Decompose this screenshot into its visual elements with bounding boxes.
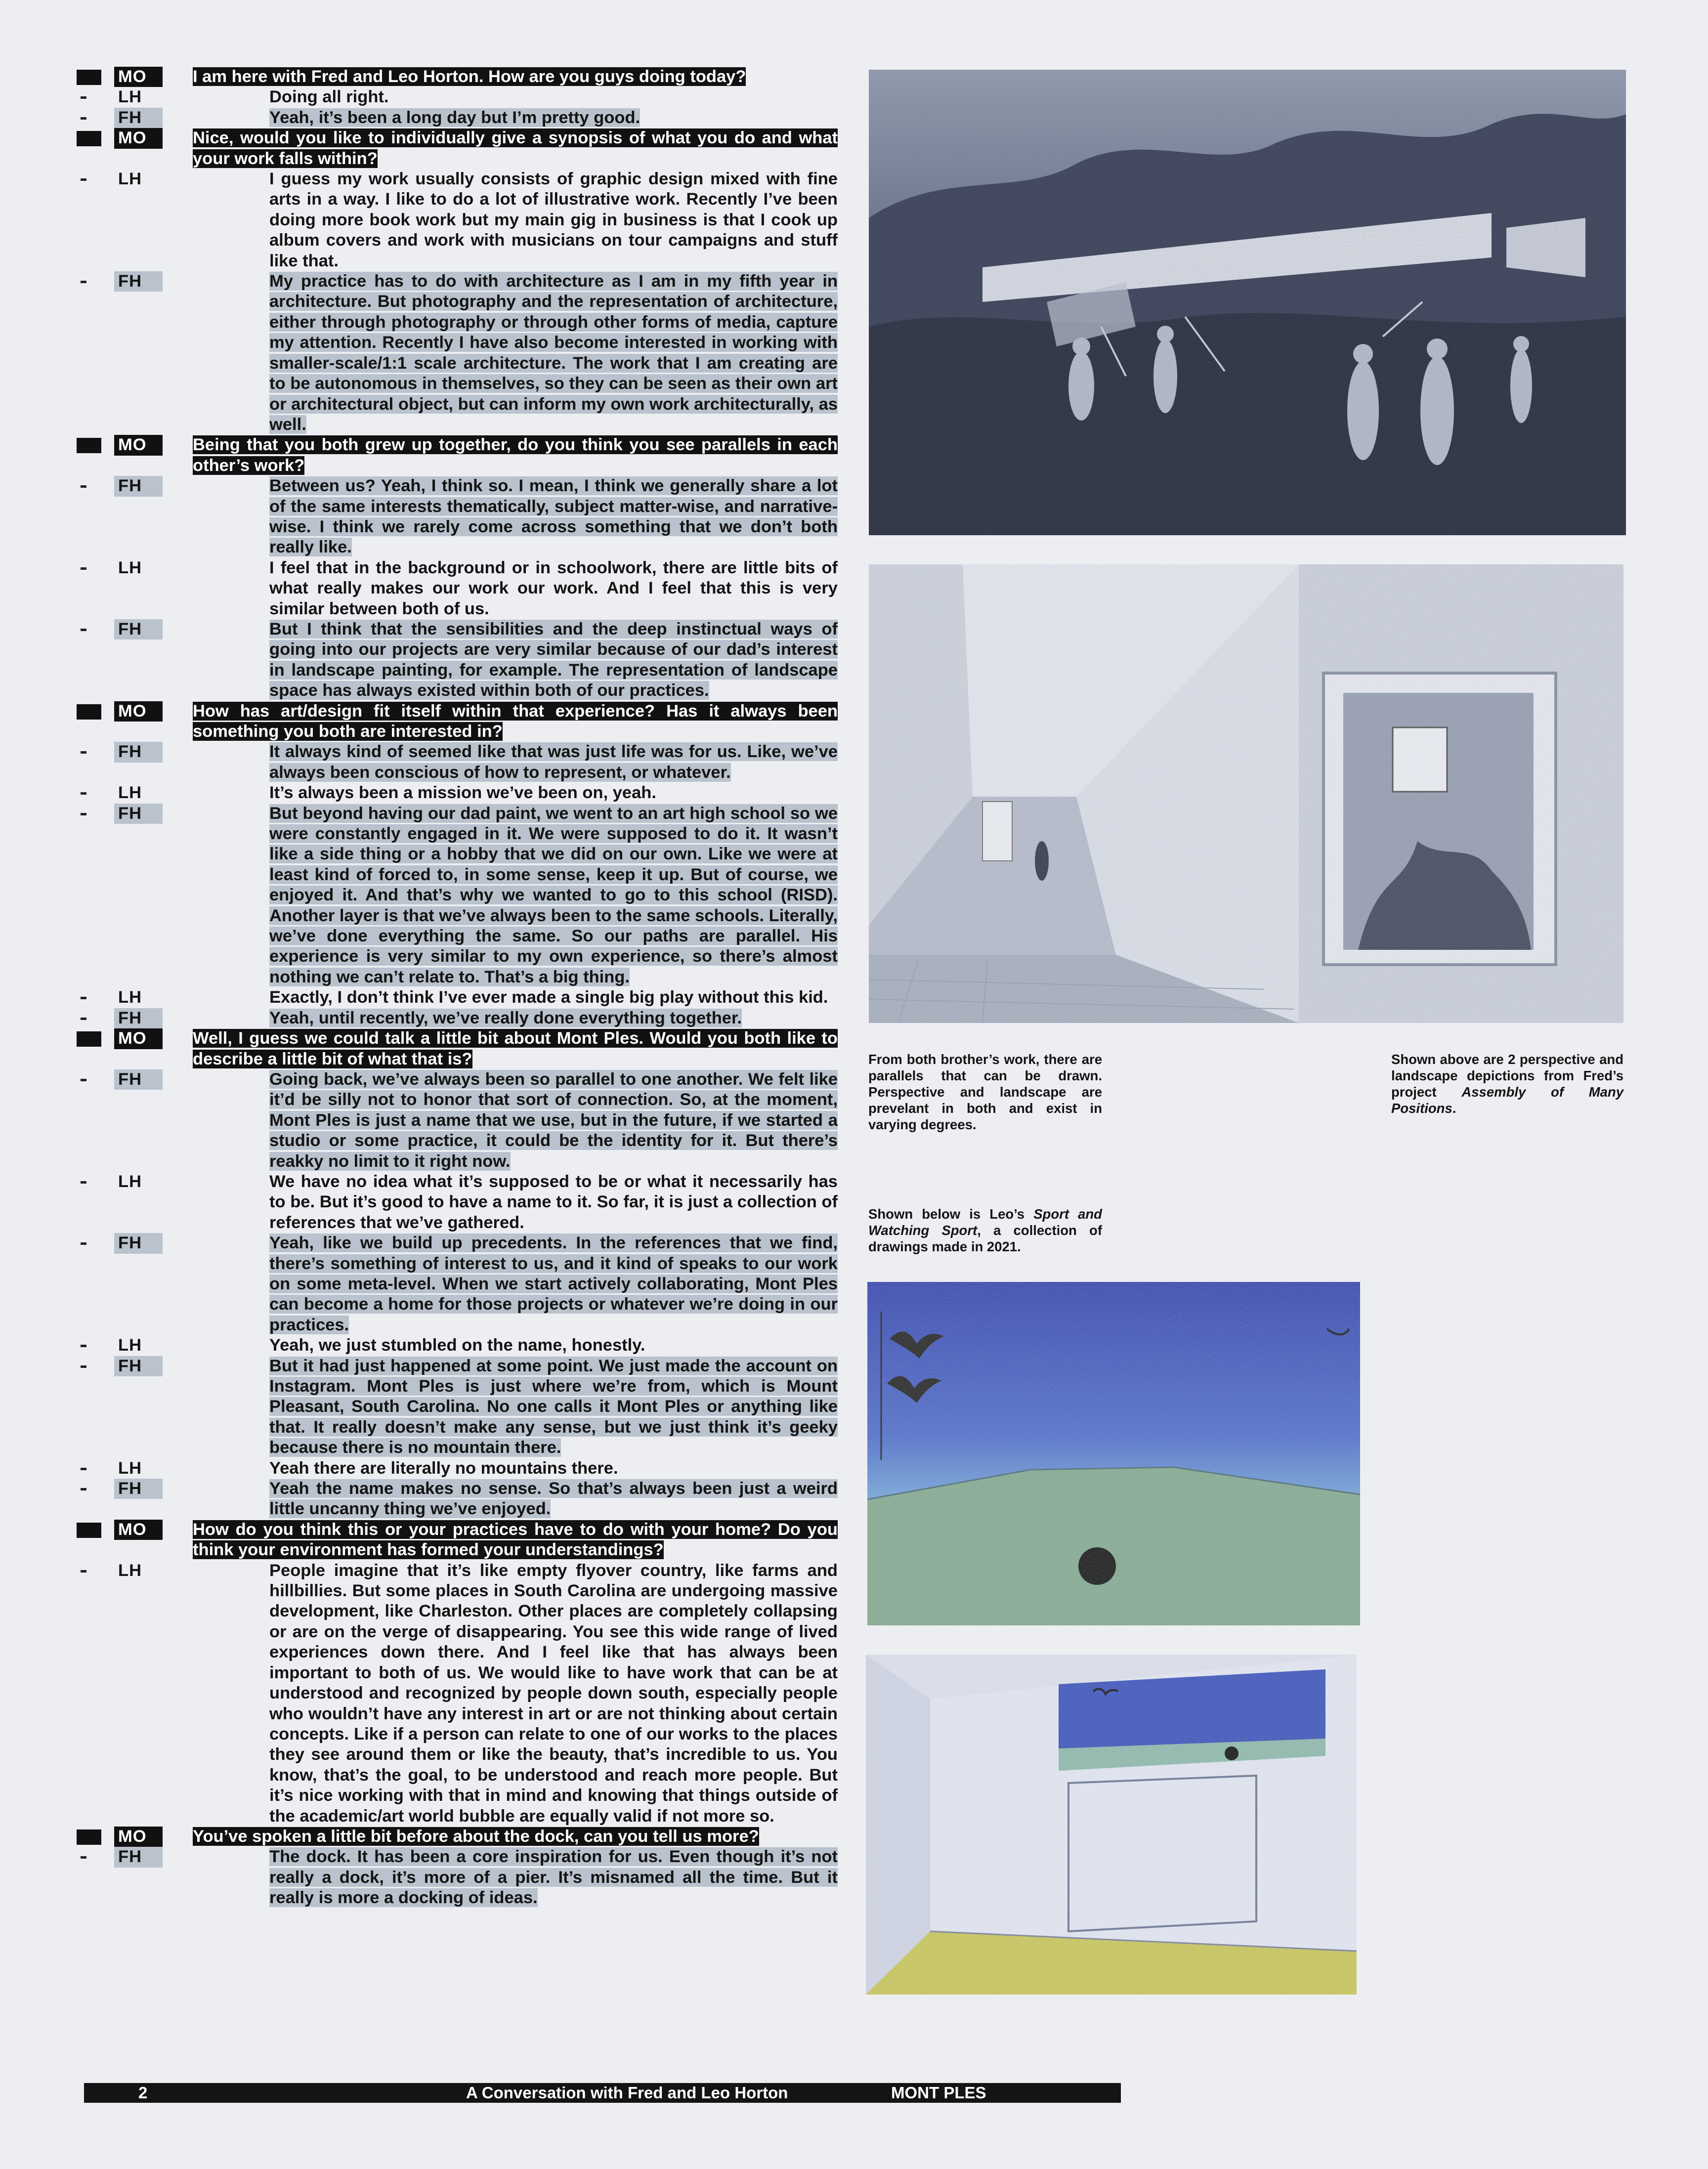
speaker-initials: MO bbox=[114, 1827, 163, 1847]
question-marker-block bbox=[77, 1031, 101, 1047]
answer-text: I guess my work usually consists of graphic design mixed with fine arts in a way. I like to do a lot of illustrative work. Recently I’ve been doing more book work but my main gig in business is that I cook up album covers and work with musicians on tour campaigns and stuff like that. bbox=[269, 170, 838, 270]
speaker-initials: MO bbox=[114, 1520, 163, 1540]
speaker-initials: LH bbox=[118, 1172, 142, 1191]
speaker-initials: MO bbox=[114, 435, 163, 455]
caption-leo-title: Sport and Watching Sport bbox=[868, 1206, 1102, 1238]
answer-marker-dash bbox=[77, 1482, 101, 1497]
speaker-initials: MO bbox=[114, 701, 163, 722]
question-row bbox=[77, 128, 840, 169]
speaker-initials: FH bbox=[114, 476, 163, 496]
answer-text: My practice has to do with architecture as I am in my fifth year in architecture. But photography and the representation of architecture, either through photography or through other forms of media, capture my attention. Recently I have also become interested in working with smaller-scale/1:1 scale architecture. The work that I am creating are to be autonomous in themselves, so they can be seen as their own art or architectural object, but can inform my own work architecturally, as well. bbox=[269, 272, 838, 434]
answer-marker-dash bbox=[77, 807, 101, 822]
answer-row bbox=[77, 987, 840, 1008]
answer-row bbox=[77, 783, 840, 803]
answer-marker-dash bbox=[77, 1011, 101, 1026]
fred-landscape-hunting-image bbox=[869, 70, 1626, 535]
question-row bbox=[77, 67, 840, 87]
answer-marker-dash bbox=[77, 274, 101, 290]
answer-row bbox=[77, 271, 840, 435]
answer-marker-dash bbox=[77, 786, 101, 801]
caption-fred-suffix: . bbox=[1452, 1101, 1456, 1116]
question-text: I am here with Fred and Leo Horton. How are you guys doing today? bbox=[193, 67, 746, 86]
caption-fred-title: Assembly of Many Positions bbox=[1391, 1084, 1623, 1116]
question-text: Nice, would you like to individually give a synopsis of what you do and what your work falls within? bbox=[193, 128, 838, 168]
answer-text: But beyond having our dad paint, we went to an art high school so we were constantly engaged in it. We were supposed to do it. It wasn’t like a side thing or a hobby that we did on our own. Like we were at least kind of forced to, in some sense, keep it up. But of course, we enjoyed it. And that’s why we wanted to go to this school (RISD). Another layer is that we’ve always been to the same schools. Literally, we’ve done everything the same. So our paths are parallel. His experience is very similar to my own experience, so there’s almost nothing we can’t relate to. That’s a big thing. bbox=[269, 804, 838, 986]
answer-row bbox=[77, 742, 840, 783]
question-text-block bbox=[193, 1520, 838, 1561]
caption-fred-project bbox=[1391, 1051, 1623, 1116]
answer-text-block bbox=[269, 87, 838, 107]
answer-text: Doing all right. bbox=[269, 87, 389, 107]
caption-leo-project bbox=[868, 1206, 1102, 1255]
answer-marker-dash bbox=[77, 1564, 101, 1579]
answer-row bbox=[77, 1479, 840, 1520]
caption-leo-prefix: Shown below is Leo’s bbox=[868, 1206, 1034, 1222]
answer-text: Exactly, I don’t think I’ve ever made a single big play without this kid. bbox=[269, 988, 828, 1007]
answer-text-block bbox=[269, 1335, 838, 1356]
question-row bbox=[77, 1827, 840, 1847]
answer-marker-dash bbox=[77, 90, 101, 105]
answer-text: Yeah, it’s been a long day but I’m pretty good. bbox=[269, 108, 640, 127]
question-text: You’ve spoken a little bit before about the dock, can you tell us more? bbox=[193, 1827, 759, 1846]
answer-text: I feel that in the background or in schoolwork, there are little bits of what really makes our work our work. And I feel that this is very similar between both of us. bbox=[269, 558, 838, 618]
question-marker-block bbox=[77, 1523, 101, 1538]
answer-text-block bbox=[269, 1069, 838, 1172]
speaker-initials: MO bbox=[114, 128, 163, 148]
answer-text: Between us? Yeah, I think so. I mean, I think we generally share a lot of the same interests thematically, subject matter-wise, and narrative-wise. I think we rarely come across something that we don’t both really like. bbox=[269, 476, 838, 557]
answer-marker-dash bbox=[77, 1461, 101, 1477]
answer-marker-dash bbox=[77, 990, 101, 1006]
answer-marker-dash bbox=[77, 1338, 101, 1354]
answer-text-block bbox=[269, 1233, 838, 1335]
speaker-initials: MO bbox=[114, 1028, 163, 1049]
question-text: Being that you both grew up together, do you think you see parallels in each other’s work? bbox=[193, 435, 838, 475]
answer-text-block bbox=[269, 1847, 838, 1908]
answer-text: The dock. It has been a core inspiration for us. Even though it’s not really a dock, it’s more of a pier. It’s misnamed all the time. But it really is more a docking of ideas. bbox=[269, 1847, 838, 1908]
speaker-initials: FH bbox=[114, 1479, 163, 1499]
answer-marker-dash bbox=[77, 1175, 101, 1190]
answer-text-block bbox=[269, 1172, 838, 1233]
answer-text-block bbox=[269, 271, 838, 435]
speaker-initials: LH bbox=[118, 1336, 142, 1355]
answer-text: Yeah, we just stumbled on the name, honestly. bbox=[269, 1336, 645, 1355]
answer-marker-dash bbox=[77, 622, 101, 638]
answer-text-block bbox=[269, 987, 838, 1008]
answer-row bbox=[77, 1008, 840, 1028]
speaker-initials: FH bbox=[114, 619, 163, 639]
question-marker-block bbox=[77, 1829, 101, 1845]
question-text-block bbox=[193, 128, 838, 169]
question-marker-block bbox=[77, 70, 101, 85]
answer-text: Yeah the name makes no sense. So that’s always been just a weird little uncanny thing we’ve enjoyed. bbox=[269, 1479, 838, 1519]
answer-text: People imagine that it’s like empty flyover country, like farms and hillbillies. But some places in South Carolina are undergoing massive development, like Charleston. Other places are completely collapsing or are on the verge of disappearing. You see this wide range of lived experiences down there. And I feel like that has always been important to both of us. We would like to have work that can be at understood and recognized by people down south, especially people who wouldn’t have any interest in art or are not thinking about certain concepts. Like if a person can relate to one of our works to the places they see around them or like the beauty, that’s incredible to us. You know, that’s the goal, to be understood and reach more people. But it’s nice working with that in mind and knowing that things outside of the academic/art world bubble are equally valid if not more so. bbox=[269, 1561, 838, 1826]
answer-text: It’s always been a mission we’ve been on, yeah. bbox=[269, 783, 656, 803]
answer-text: Going back, we’ve always been so parallel to one another. We felt like it’d be silly not to honor that sort of connection. So, at the moment, Mont Ples is just a name that we use, but in the future, if we started a studio or some practice, it could be the identity for it. But there’s reakky no limit to it right now. bbox=[269, 1069, 838, 1171]
answer-text-block bbox=[269, 783, 838, 803]
answer-row bbox=[77, 1335, 840, 1356]
question-marker-block bbox=[77, 438, 101, 453]
question-marker-block bbox=[77, 131, 101, 146]
answer-row bbox=[77, 619, 840, 701]
question-row bbox=[77, 701, 840, 742]
question-text-block bbox=[193, 1827, 838, 1847]
speaker-initials: FH bbox=[114, 1356, 163, 1376]
answer-text-block bbox=[269, 1561, 838, 1827]
answer-row bbox=[77, 476, 840, 558]
answer-row bbox=[77, 87, 840, 107]
answer-marker-dash bbox=[77, 561, 101, 576]
answer-text-block bbox=[269, 1356, 838, 1458]
question-text-block bbox=[193, 67, 838, 87]
answer-text: Yeah, until recently, we’ve really done everything together. bbox=[269, 1008, 742, 1027]
speaker-initials: LH bbox=[118, 558, 142, 577]
question-row bbox=[77, 1520, 840, 1561]
answer-text-block bbox=[269, 1479, 838, 1520]
answer-text-block bbox=[269, 108, 838, 128]
answer-marker-dash bbox=[77, 1072, 101, 1088]
publication-name: MONT PLES bbox=[891, 2084, 986, 2102]
answer-row bbox=[77, 1172, 840, 1233]
question-text: Well, I guess we could talk a little bit about Mont Ples. Would you both like to describe a little bit of what that is? bbox=[193, 1029, 838, 1068]
speaker-initials: FH bbox=[114, 1233, 163, 1253]
answer-row bbox=[77, 169, 840, 271]
answer-text: It always kind of seemed like that was just life was for us. Like, we’ve always been conscious of how to represent, or whatever. bbox=[269, 742, 838, 782]
question-text-block bbox=[193, 435, 838, 476]
answer-text-block bbox=[269, 1008, 838, 1028]
fred-perspective-corridor-image bbox=[869, 564, 1623, 1023]
answer-row bbox=[77, 1847, 840, 1908]
speaker-initials: LH bbox=[118, 170, 142, 189]
answer-marker-dash bbox=[77, 111, 101, 126]
speaker-initials: LH bbox=[118, 988, 142, 1007]
answer-text-block bbox=[269, 804, 838, 988]
speaker-initials: FH bbox=[114, 108, 163, 128]
answer-text-block bbox=[269, 742, 838, 783]
speaker-initials: LH bbox=[118, 1561, 142, 1580]
answer-text: But I think that the sensibilities and the deep instinctual ways of going into our projects are very similar because of our dad’s interest in landscape painting, for example. The representation of landscape space has always existed within both of our practices. bbox=[269, 619, 838, 700]
answer-marker-dash bbox=[77, 745, 101, 760]
answer-row bbox=[77, 1356, 840, 1458]
page-number: 2 bbox=[138, 2084, 148, 2102]
answer-marker-dash bbox=[77, 479, 101, 494]
answer-text-block bbox=[269, 169, 838, 271]
speaker-initials: FH bbox=[114, 1847, 163, 1867]
answer-text: Yeah, like we build up precedents. In the references that we find, there’s something of interest to us, and it kind of speaks to our work on some meta-level. When we start actively collaborating, Mont Ples can become a home for those projects or whatever we’re doing in our practices. bbox=[269, 1233, 838, 1334]
speaker-initials: FH bbox=[114, 1008, 163, 1028]
answer-marker-dash bbox=[77, 172, 101, 187]
footer-title: A Conversation with Fred and Leo Horton bbox=[466, 2084, 788, 2102]
answer-text: Yeah there are literally no mountains there. bbox=[269, 1458, 618, 1478]
answer-row bbox=[77, 1069, 840, 1172]
answer-text: We have no idea what it’s supposed to be or what it necessarily has to be. But it’s good to have a name to it. So far, it is just a collection of references that we’ve gathered. bbox=[269, 1172, 838, 1232]
leo-sky-birds-image bbox=[867, 1282, 1360, 1625]
answer-marker-dash bbox=[77, 1236, 101, 1251]
question-row bbox=[77, 1028, 840, 1069]
speaker-initials: LH bbox=[118, 783, 142, 803]
answer-text-block bbox=[269, 1458, 838, 1479]
speaker-initials: LH bbox=[118, 87, 142, 107]
speaker-initials: FH bbox=[114, 804, 163, 824]
answer-text: But it had just happened at some point. We just made the account on Instagram. Mont Ples is just where we’re from, which is Mount Pleasant, South Carolina. No one calls it Mont Ples or anything like that. It really doesn’t make any sense, but we just think it’s geeky because there is no mountain there. bbox=[269, 1356, 838, 1457]
speaker-initials: FH bbox=[114, 1069, 163, 1090]
answer-marker-dash bbox=[77, 1359, 101, 1374]
question-text: How has art/design fit itself within that experience? Has it always been something you both are interested in? bbox=[193, 701, 838, 741]
question-row bbox=[77, 435, 840, 476]
answer-row bbox=[77, 1458, 840, 1479]
question-text-block bbox=[193, 701, 838, 742]
caption-leo-suffix: , a collection of drawings made in 2021. bbox=[868, 1223, 1102, 1254]
answer-row bbox=[77, 1561, 840, 1827]
question-text: How do you think this or your practices have to do with your home? Do you think your environment has formed your understandings? bbox=[193, 1520, 838, 1560]
speaker-initials: FH bbox=[114, 742, 163, 762]
answer-row bbox=[77, 558, 840, 619]
speaker-initials: LH bbox=[118, 1458, 142, 1478]
speaker-initials: FH bbox=[114, 271, 163, 292]
answer-text-block bbox=[269, 476, 838, 558]
question-marker-block bbox=[77, 704, 101, 720]
answer-row bbox=[77, 108, 840, 128]
answer-row bbox=[77, 804, 840, 988]
answer-marker-dash bbox=[77, 1850, 101, 1865]
footer-bar bbox=[84, 2083, 1121, 2103]
caption-parallels: From both brother’s work, there are parallels that can be drawn. Perspective and landscape are prevelant in both and exist in varying degrees. bbox=[868, 1052, 1102, 1132]
speaker-initials: MO bbox=[114, 67, 163, 87]
leo-room-window-image bbox=[866, 1655, 1357, 1995]
question-text-block bbox=[193, 1028, 838, 1069]
interview-transcript bbox=[77, 67, 840, 1909]
answer-text-block bbox=[269, 558, 838, 619]
caption-fred-prefix: Shown above are 2 perspective and landscape depictions from Fred’s project bbox=[1391, 1052, 1623, 1100]
answer-row bbox=[77, 1233, 840, 1335]
answer-text-block bbox=[269, 619, 838, 701]
